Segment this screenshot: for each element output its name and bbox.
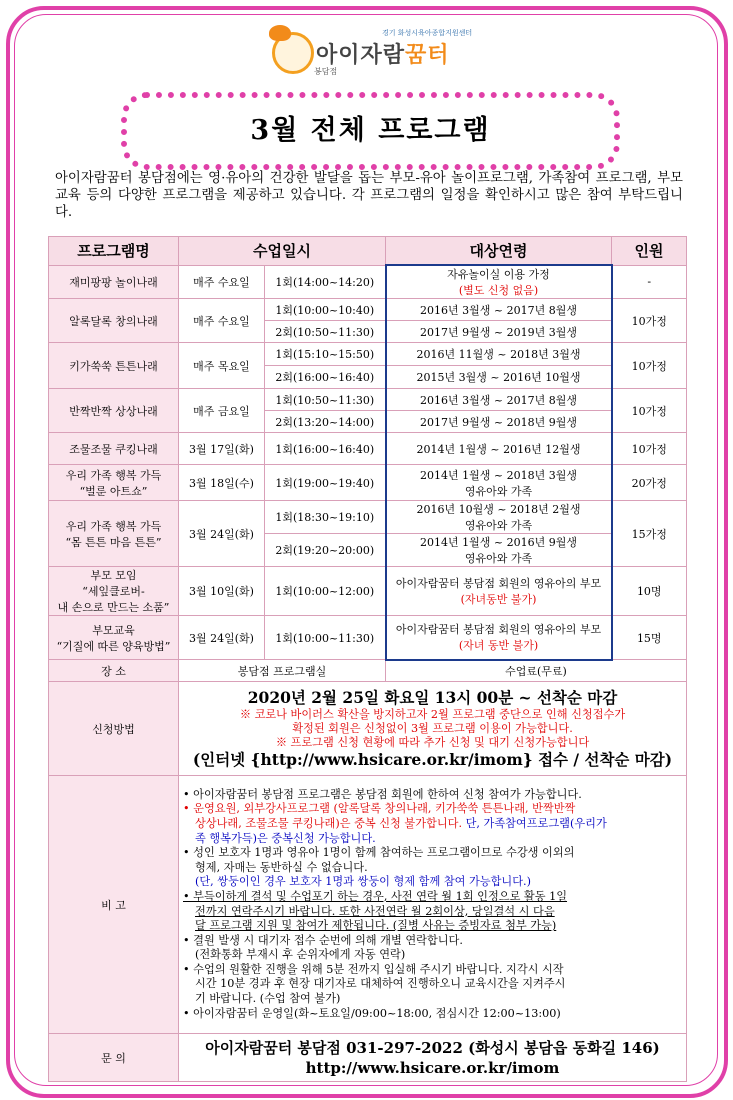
program-day: 매주 수요일 <box>179 265 265 299</box>
target-age: 2017년 9월생 ~ 2019년 3월생 <box>386 321 612 343</box>
session-time: 1회(19:00~19:40) <box>265 465 386 501</box>
target-age: 2016년 3월생 ~ 2017년 8월생 <box>386 389 612 411</box>
contact-link[interactable]: http://www.hsicare.or.kr/imom <box>305 1058 560 1077</box>
program-day: 3월 10일(화) <box>179 567 265 616</box>
place-value: 봉담점 프로그램실 <box>179 660 386 682</box>
program-day: 매주 금요일 <box>179 389 265 433</box>
session-time: 2회(13:20~14:00) <box>265 411 386 433</box>
target-age: 2017년 9월생 ~ 2018년 9월생 <box>386 411 612 433</box>
session-time: 1회(10:00~12:00) <box>265 567 386 616</box>
table-row <box>49 433 687 465</box>
capacity: - <box>612 265 687 299</box>
notes-row <box>49 776 687 1034</box>
logo-branch: 봉담점 <box>314 67 338 76</box>
program-name: 부모교육 “기질에 따른 양육방법” <box>49 616 179 660</box>
logo <box>262 20 492 80</box>
target-age: 자유놀이실 이용 가정 (별도 신청 없음) <box>386 265 612 299</box>
logo-text: 아이자람꿈터 <box>316 43 450 68</box>
target-age: 2014년 1월생 ~ 2016년 12월생 <box>386 433 612 465</box>
target-age: 2014년 1월생 ~ 2018년 3월생 영유아와 가족 <box>386 465 612 501</box>
program-name: 알록달록 창의나래 <box>49 299 179 343</box>
program-day: 3월 24일(화) <box>179 501 265 567</box>
target-age: 아이자람꿈터 봉담점 회원의 영유아의 부모 (자녀동반 불가) <box>386 567 612 616</box>
session-time: 1회(10:50~11:30) <box>265 389 386 411</box>
capacity: 10명 <box>612 567 687 616</box>
table-row <box>49 389 687 411</box>
session-time: 1회(10:00~11:30) <box>265 616 386 660</box>
session-time: 1회(10:00~10:40) <box>265 299 386 321</box>
header-schedule: 수업일시 <box>179 237 386 266</box>
table-header <box>49 237 687 266</box>
table-row <box>49 567 687 616</box>
place-label: 장 소 <box>49 660 179 682</box>
apply-label: 신청방법 <box>49 682 179 776</box>
target-age: 아이자람꿈터 봉담점 회원의 영유아의 부모 (자녀 동반 불가) <box>386 616 612 660</box>
table-row <box>49 343 687 366</box>
contact-row <box>49 1034 687 1082</box>
capacity: 20가정 <box>612 465 687 501</box>
place-row <box>49 660 687 682</box>
capacity: 10가정 <box>612 433 687 465</box>
apply-row <box>49 682 687 776</box>
capacity: 10가정 <box>612 389 687 433</box>
session-time: 2회(19:20~20:00) <box>265 534 386 567</box>
program-name: 부모 모임 “세잎클로버- 내 손으로 만드는 소품” <box>49 567 179 616</box>
target-age: 2015년 3월생 ~ 2016년 10월생 <box>386 366 612 389</box>
capacity: 10가정 <box>612 299 687 343</box>
table-row <box>49 501 687 534</box>
program-day: 3월 17일(화) <box>179 433 265 465</box>
apply-content: 2020년 2월 25일 화요일 13시 00분 ~ 선착순 마감 ※ 코로나 바이러스 확산을 방지하고자 2월 프로그램 중단으로 인해 신청접수가 확정된 회원은 신청없이 3월 프로그램 이용이 가능합니다. ※ 프로그램 신청 현황에 따라 추가 신청 및 대기 신청가능합니다 (인터넷 {http://www.hsicare.or.kr/imom} 접수 / 선착순 마감) <box>179 682 687 776</box>
program-table <box>48 236 687 1082</box>
contact-label: 문 의 <box>49 1034 179 1082</box>
target-age: 2016년 3월생 ~ 2017년 8월생 <box>386 299 612 321</box>
program-name: 키가쑥쑥 튼튼나래 <box>49 343 179 389</box>
contact-content: 아이자람꿈터 봉담점 031-297-2022 (화성시 봉담읍 동화길 146) http://www.hsicare.or.kr/imom <box>179 1034 687 1082</box>
table-row <box>49 265 687 299</box>
program-name: 우리 가족 행복 가득 “벌룬 아트쇼” <box>49 465 179 501</box>
program-day: 3월 18일(수) <box>179 465 265 501</box>
child-face-icon <box>272 32 314 74</box>
intro-text: 아이자람꿈터 봉담점에는 영·유아의 건강한 발달을 돕는 부모-유아 놀이프로그램, 가족참여 프로그램, 부모교육 등의 다양한 프로그램을 제공하고 있습니다. 각 프로그램의 일정을 확인하시고 많은 참여 부탁드립니다. <box>55 171 683 220</box>
header-program: 프로그램명 <box>49 237 179 266</box>
table-row <box>49 299 687 321</box>
program-day: 3월 24일(화) <box>179 616 265 660</box>
program-name: 우리 가족 행복 가득 “몸 튼튼 마음 튼튼” <box>49 501 179 567</box>
capacity: 10가정 <box>612 343 687 389</box>
program-day: 매주 수요일 <box>179 299 265 343</box>
notes-content: • 아이자람꿈터 봉담점 프로그램은 봉담점 회원에 한하여 신청 참여가 가능합니다. • 운영요원, 외부강사프로그램 (알록달록 창의나래, 키가쑥쑥 튼튼나래, 반짝반짝 상상나래, 조물조물 쿠킹나래)은 중복 신청 불가합니다. 단, 가족참여프로그램(우리가 족 행복가득)은 중복신청 가능합니다. • 성인 보호자 1명과 영유아 1명이 함께 참여하는 프로그램이므로 수강생 이외의 형제, 자매는 동반하실 수 없습니다. (단, 쌍둥이인 경우 보호자 1명과 쌍둥이 형제 함께 참여 가능합니다.) • 부득이하게 결석 및 수업포기 하는 경우, 사전 연락 월 1회 인정으로 활동 1일 전까지 연락주시기 바랍니다. 또한 사전연락 월 2회이상, 당일결석 시 다음 달 프로그램 지원 및 참여가 제한됩니다. (질병 사유는 증빙자료 첨부 가능) • 결원 발생 시 대기자 접수 순번에 의해 개별 연락합니다. (전화통화 부재시 후 순위자에게 자동 연락) • 수업의 원활한 진행을 위해 5분 전까지 입실해 주시기 바랍니다. 지각시 시작 시간 10분 경과 후 현장 대기자로 대체하여 진행하오니 교육시간을 지켜주시 기 바랍니다. (수업 참여 불가) • 아이자람꿈터 운영일(화~토요일/09:00~18:00, 점심시간 12:00~13:00) <box>179 776 687 1034</box>
session-time: 1회(15:10~15:50) <box>265 343 386 366</box>
program-name: 반짝반짝 상상나래 <box>49 389 179 433</box>
logo-sub-text: 경기 화성시육아종합지원센터 <box>382 29 473 37</box>
capacity: 15명 <box>612 616 687 660</box>
target-age: 2014년 1월생 ~ 2016년 9월생 영유아와 가족 <box>386 534 612 567</box>
table-row <box>49 465 687 501</box>
session-time: 2회(10:50~11:30) <box>265 321 386 343</box>
session-time: 2회(16:00~16:40) <box>265 366 386 389</box>
page-title: 3월 전체 프로그램 <box>121 92 620 170</box>
session-time: 1회(16:00~16:40) <box>265 433 386 465</box>
program-name: 재미팡팡 놀이나래 <box>49 265 179 299</box>
fee-value: 수업료(무료) <box>386 660 687 682</box>
header-capacity: 인원 <box>612 237 687 266</box>
session-time: 1회(14:00~14:20) <box>265 265 386 299</box>
notes-label: 비 고 <box>49 776 179 1034</box>
program-name: 조물조물 쿠킹나래 <box>49 433 179 465</box>
capacity: 15가정 <box>612 501 687 567</box>
session-time: 1회(18:30~19:10) <box>265 501 386 534</box>
table-row <box>49 616 687 660</box>
target-age: 2016년 11월생 ~ 2018년 3월생 <box>386 343 612 366</box>
header-target: 대상연령 <box>386 237 612 266</box>
program-day: 매주 목요일 <box>179 343 265 389</box>
target-age: 2016년 10월생 ~ 2018년 2월생 영유아와 가족 <box>386 501 612 534</box>
